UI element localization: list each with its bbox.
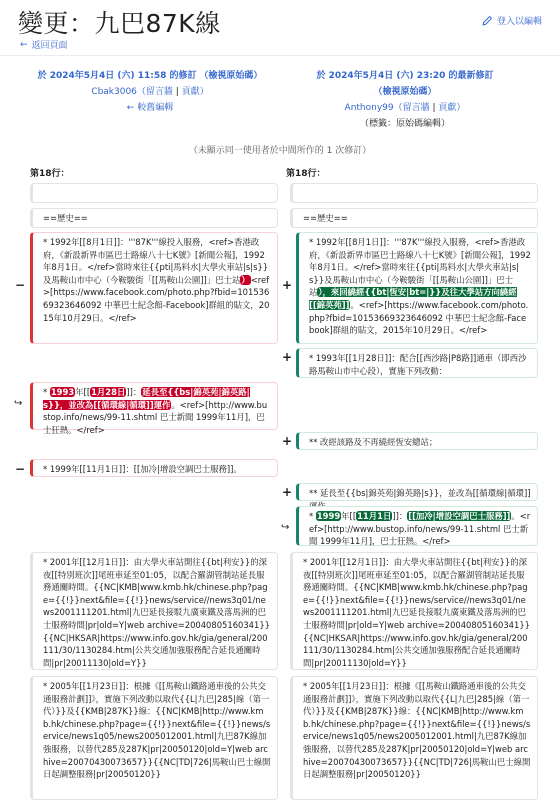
context-2005-right: * 2005年[[1月23日]]：根據《[[馬鞍山鐵路通車後的公共交通服務計劃]]》，實施下列改動以取代{{L|九巴|285|線（第一代）}}及{{KMB|287K}}線：{{NC|KMB|http://www.kmb.hk/chinese.php?page={{!}}next&file={{!}}news/service/news1q05/news2005012001.html|九巴87K線加強服務，以替代285及287K|pr|20050120|old=Y|web archive=20070430073657}}{{NC|TD|726|馬鞍山巴士線開日起調整服務|pr|20050120}} [290, 676, 538, 800]
back-label: 返回頁面 [31, 41, 68, 51]
moved-highlight: 1999 [316, 511, 341, 521]
new-revision-header [285, 68, 525, 132]
context-empty-left [30, 183, 278, 203]
old-view-source-link[interactable]: （檢視原始碼） [199, 71, 263, 81]
new-user-link[interactable]: Anthony99 [344, 103, 394, 113]
added-marker: + [281, 278, 293, 292]
moved-highlight: 1月28日 [91, 387, 126, 397]
context-history-right: ==歷史== [290, 208, 538, 228]
moved-highlight: 11月1日 [357, 511, 392, 521]
moved-paragraph-icon[interactable]: ↪ [281, 522, 290, 533]
login-label: 登入以編輯 [496, 17, 542, 27]
old-user-link[interactable]: Cbak3006 [91, 87, 137, 97]
context-empty-right [290, 183, 538, 203]
deleted-marker: − [14, 278, 26, 292]
intermediate-revisions-note: （未顯示同一使用者於中間所作的 1 次修訂） [188, 146, 372, 156]
context-2005-left: * 2005年[[1月23日]]：根據《[[馬鞍山鐵路通車後的公共交通服務計劃]]》，實施下列改動以取代{{L|九巴|285|線（第一代）}}及{{KMB|287K}}線：{{NC|KMB|http://www.kmb.hk/chinese.php?page={{!}}next&file={{!}}news/service/news1q05/news2005012001.html|九巴87K線加強服務，以替代285及287K|pr|20050120|old=Y|web archive=20070430073657}}{{NC|TD|726|馬鞍山巴士線開日起調整服務|pr|20050120}} [30, 676, 278, 800]
back-to-page-link[interactable] [20, 38, 68, 51]
moved-line-1993-left: * 1993年[[1月28日]]：延長至{{bs|錦英苑|錦英路|s}}，並改為[[循環線|循環]]運作。<ref>[http://www.bustop.info/news/99-11.shtml 巴士新聞 1999年11月]，巴士狂熱。</ref> [30, 382, 278, 430]
moved-highlight: 1993 [50, 387, 75, 397]
login-to-edit-link[interactable] [482, 14, 542, 27]
context-2001-right: * 2001年[[12月1日]]：由大學火車站開往{{bt|利安}}的深夜[[特別班次]]尾班車延至01:05，以配合羅湖管制站延長服務通關時間。{{NC|KMB|www.kmb.hk/chinese.php?page={{!}}next&file={{!}}news/service//news3q01/news2001111201.html|九巴延長接駁九廣東鐵及落馬洲的巴士服務時間|pr|old=Y|web archive=20040805160341}}{{NC|HKSAR|https://www.info.gov.hk/gia/general/200111/30/1130284.htm|公共交通加強服務配合延長通關時間|pr|20011130|old=Y}} [290, 552, 538, 670]
deleted-highlight: ） [241, 274, 250, 285]
context-2001-left: * 2001年[[12月1日]]：由大學火車站開往{{bt|利安}}的深夜[[特別班次]]尾班車延至01:05，以配合羅湖管制站延長服務通關時間。{{NC|KMB|www.kmb.hk/chinese.php?page={{!}}next&file={{!}}news/service//news3q01/news2001111201.html|九巴延長接駁九廣東鐵及落馬洲的巴士服務時間|pr|old=Y|web archive=20040805160341}}{{NC|HKSAR|https://www.info.gov.hk/gia/general/200111/30/1130284.htm|公共交通加強服務配合延長通關時間|pr|20011130|old=Y}} [30, 552, 278, 670]
page-title: 變更：九巴87K線 [18, 9, 221, 38]
moved-highlight: 延長至{{bs|錦英苑|錦英路|s}}，並改為[[循環線|循環]]運作 [43, 387, 250, 410]
new-revision-link[interactable]: 於 2024年5月4日 (六) 23:20 的最新修訂 [316, 71, 494, 81]
tags-label: （標籤：原始碼編輯） [359, 119, 450, 129]
new-talk-link[interactable]: （留言牆 [393, 103, 430, 113]
new-sep: | [429, 103, 439, 113]
deleted-marker: − [14, 462, 26, 476]
deleted-line-1992: * 1992年[[8月1日]]：'''87K'''線投入服務，<ref>香港政府，《新設新界市區巴士路線八十七K號》[新聞公報]，1992年8月1日。</ref>當時來往{{pti|馬料水|大學火車站|s|s}}及馬鞍山市中心（今鞍駿街「[[馬鞍山公園]]」巴士站）<ref>[https://www.facebook.com/photo.php?fbid=10153669323646092 中華巴士紀念館-Facebook]群組的貼文，2015年10月29日。</ref> [30, 232, 278, 344]
new-view-source-link[interactable]: （檢視原始碼） [373, 87, 437, 97]
added-line-1992: * 1992年[[8月1日]]：'''87K'''線投入服務，<ref>香港政府，《新設新界市區巴士路線八十七K號》[新聞公報]，1992年8月1日。</ref>當時來往{{pti|馬料水|大學火車站|s|s}}及馬鞍山市中心（今鞍駿街「[[馬鞍山公園]]」巴士站），來回繞經{{bt|恆安|bt=|}}及往大學站方向繞經[[錦英苑]]。<ref>[https://www.facebook.com/photo.php?fbid=10153669323646092 中華巴士紀念館-Facebook]群組的貼文，2015年10月29日。</ref> [296, 232, 538, 344]
added-marker: + [281, 350, 293, 364]
added-marker: + [281, 485, 293, 499]
old-sep: | [172, 87, 182, 97]
new-contribs-link[interactable]: 貢獻） [438, 103, 466, 113]
moved-line-1999-right: * 1999年[[11月1日]]：[[加冷|增設空調巴士服務]]。<ref>[http://www.bustop.info/news/99-11.shtml 巴士新聞 1999年11月]，巴士狂熱。</ref> [296, 506, 538, 546]
moved-highlight: [[加冷|增設空調巴士服務]] [408, 511, 511, 521]
arrow-left-icon: ← [20, 39, 28, 50]
added-highlight: ），來回繞經{{bt|恆安|bt=|}}及往大學站方向繞經[[錦英苑]] [309, 287, 517, 310]
divider [0, 55, 560, 56]
line-number-right: 第18行： [286, 169, 326, 179]
older-edit-link[interactable]: ← 較舊編輯 [126, 103, 174, 113]
added-marker: + [281, 434, 293, 448]
edit-icon [482, 16, 492, 26]
old-revision-header [30, 68, 270, 116]
old-talk-link[interactable]: （留言牆 [136, 87, 173, 97]
added-line-1993: * 1993年[[1月28日]]：配合[[西沙路|P8路]]通車（即西沙路馬鞍山市中心段），實施下列改動： [296, 348, 538, 378]
old-contribs-link[interactable]: 貢獻） [181, 87, 209, 97]
context-history-left: ==歷史== [30, 208, 278, 228]
line-number-left: 第18行： [30, 169, 70, 179]
added-line-reroute: ** 改經該路及不再繞經恆安總站； [296, 432, 538, 450]
old-revision-link[interactable]: 於 2024年5月4日 (六) 11:58 的修訂 [37, 71, 197, 81]
added-line-extend: ** 延長至{{bs|錦英苑|錦英路|s}}，並改為[[循環線|循環]] [296, 483, 538, 501]
deleted-line-1999: * 1999年[[11月1日]]：[[加冷|增設空調巴士服務]]。 [30, 459, 278, 477]
moved-paragraph-icon[interactable]: ↪ [14, 398, 23, 409]
